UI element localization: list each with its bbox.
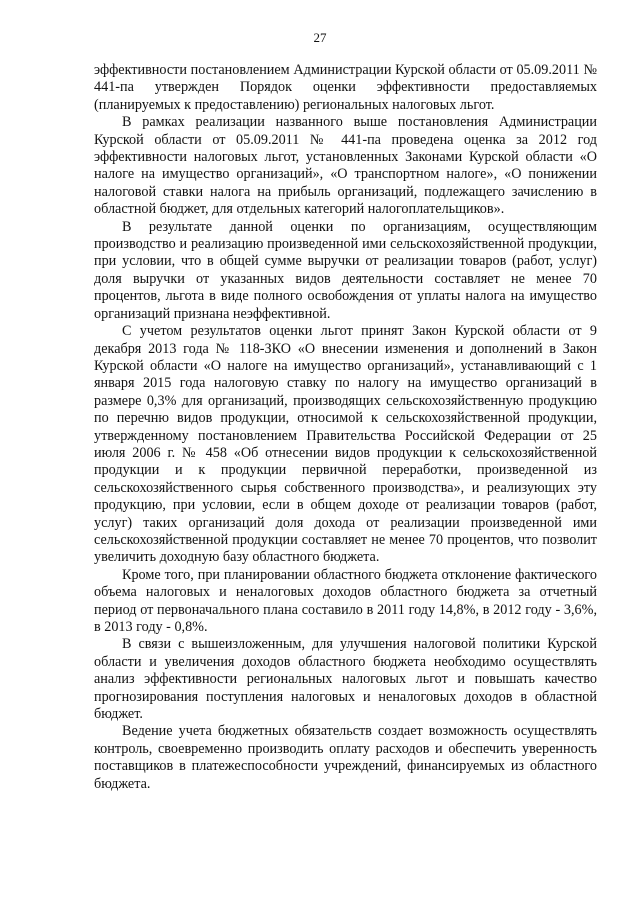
paragraph-budget-obligations: Ведение учета бюджетных обязательств создает возможность осуществлять контроль, своевременно производить оплату расходов и обеспечить уверенность поставщиков в платежеспособности учреждений, финансируемых из областного бюджета. [94,723,597,792]
paragraph-budget-deviation: Кроме того, при планировании областного бюджета отклонение фактического объема налоговых и неналоговых доходов областного бюджета за отчетный период от первоначального плана составило в 2011 году 14,8%, в 2012 году - 3,6%, в 2013 году - 0,8%. [94,566,597,635]
paragraph-tax-benefit-assessment: В рамках реализации названного выше постановления Администрации Курской области от 05.09.2011 № 441-па проведена оценка за 2012 год эффективности налоговых льгот, установленных Законами Курской области «О налоге на имущество организаций», «О транспортном налоге», «О понижении налоговой ставки налога на прибыль организаций, подлежащего зачислению в областной бюджет, для отдельных категорий налогоплательщиков». [94,114,597,218]
paragraph-new-law: С учетом результатов оценки льгот принят Закон Курской области от 9 декабря 2013 года № 118-ЗКО «О внесении изменения и дополнений в Закон Курской области «О налоге на имущество организаций», устанавливающий с 1 января 2015 года налоговую ставку по налогу на имущество организаций в размере 0,3% для организаций, производящих сельскохозяйственную продукцию по перечню видов продукции, относимой к сельскохозяйственной продукции, утвержденному постановлением Правительства Российской Федерации от 25 июля 2006 г. № 458 «Об отнесении видов продукции к сельскохозяйственной продукции и к продукции первичной переработки, произведенной из сельскохозяйственного сырья собственного производства», и реализующих эту продукцию, при условии, если в общем доходе от реализации товаров (работ, услуг) таких организаций доля дохода от реализации произведенной ими сельскохозяйственной продукции составляет не менее 70 процентов, что позволит увеличить доходную базу областного бюджета. [94,323,597,566]
paragraph-continuation: эффективности постановлением Администрации Курской области от 05.09.2011 № 441-па утвержден Порядок оценки эффективности предоставляемых (планируемых к предоставлению) региональных налоговых льгот. [94,62,597,113]
page-number: 27 [313,30,327,45]
paragraph-recommendation: В связи с вышеизложенным, для улучшения налоговой политики Курской области и увеличения доходов областного бюджета необходимо осуществлять анализ эффективности региональных налоговых льгот и повышать качество прогнозирования поступления налоговых и неналоговых доходов в областной бюджет. [94,636,597,723]
document-body [94,62,597,793]
paragraph-assessment-result: В результате данной оценки по организациям, осуществляющим производство и реализацию произведенной ими сельскохозяйственной продукции, при условии, что в общей сумме выручки от реализации товаров (работ, услуг) доля выручки от указанных видов деятельности составляет не менее 70 процентов, льгота в виде полного освобождения от уплаты налога на имущество организаций признана неэффективной. [94,218,597,322]
